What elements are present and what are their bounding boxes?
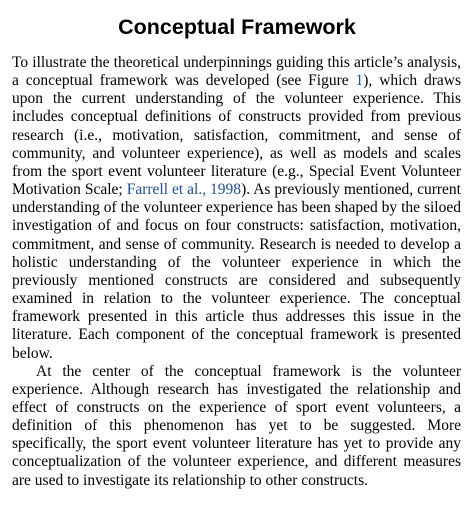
section-body (12, 54, 461, 490)
figure-1-link[interactable]: 1 (355, 72, 364, 90)
paragraph-1-text-b: ), which draws upon the current understanding of the volunteer experience. This includes conceptual definitions of constructs provided from previous research (i.e., motivation, satisfaction, commitment, and sense of community, and volunteer experience), as well as models and scales from the sport event volunteer literature (e.g., Special Event Volunteer Motivation Scale; (12, 72, 461, 199)
section-heading: Conceptual Framework (118, 15, 356, 39)
paragraph-1-text-c: ). As previously mentioned, current understanding of the volunteer experience has been shaped by the siloed investigation of and focus on four constructs: satisfaction, motivation, commitment, and sense of community. Research is needed to develop a holistic understanding of the volunteer experience in which the previously mentioned constructs are considered and subsequently examined in relation to the volunteer experience. The conceptual framework presented in this article thus addresses this issue in the literature. Each component of the conceptual framework is presented below. (12, 181, 461, 362)
paragraph-1-text-a: To illustrate the theoretical underpinnings guiding this article’s analysis, a conceptual framework was developed (see Figure (12, 54, 461, 90)
paragraph-1 (12, 54, 461, 363)
citation-farrell-1998-link[interactable]: Farrell et al., 1998 (126, 181, 242, 199)
paragraph-2: At the center of the conceptual framework is the volunteer experience. Although research has investigated the relationship and effect of constructs on the experience of sport event volunteers, a definition of this phenomenon has yet to be suggested. More specifically, the sport event volunteer literature has yet to provide any conceptualization of the volunteer experience, and different measures are used to investigate its relationship to other constructs. (12, 362, 461, 489)
